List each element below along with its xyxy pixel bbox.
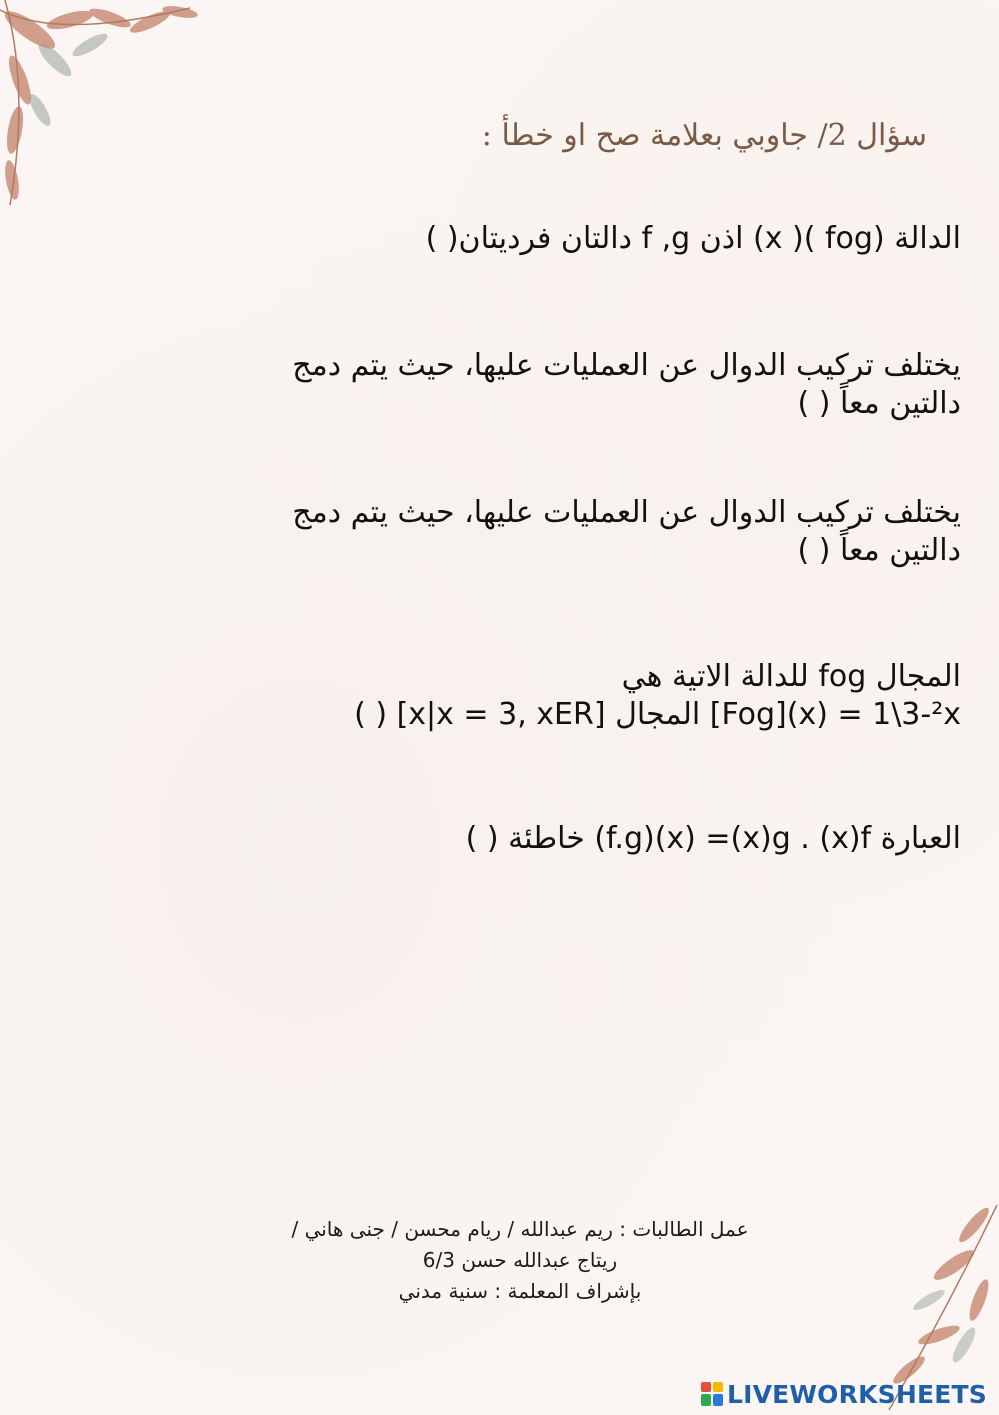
statement-4-domain-set: [x|x = 3, xER] [396, 697, 606, 732]
credits-teacher: بإشراف المعلمة : سنية مدني [398, 1279, 642, 1303]
statement-1-prefix: الدالة [894, 221, 961, 256]
question-heading: سؤال 2/ جاوبي بعلامة صح او خطأ : [481, 118, 927, 153]
statement-5-expression: (f.g)(x) =(x)g . (x)f [594, 821, 872, 856]
statement-3 [101, 494, 961, 570]
statement-4-line-1: المجال fog للدالة الاتية هي [621, 659, 961, 694]
statement-1-then: اذن [699, 221, 744, 256]
statement-5-word: العبارة [880, 821, 961, 856]
statement-4-blank: ( ) [354, 697, 388, 732]
floral-decoration-top-left [0, 0, 200, 210]
statement-1-functions: f ,g [641, 221, 691, 256]
statement-4 [101, 658, 961, 734]
statement-4-line-2 [101, 696, 961, 734]
statement-1 [101, 220, 961, 258]
credits-students: عمل الطالبات : ريم عبدالله / ريام محسن / جنى هاني / [291, 1217, 749, 1241]
statement-1-claim: دالتان فرديتان( ) [425, 221, 632, 256]
statement-2-line-2: دالتين معاً ( ) [797, 386, 961, 421]
statement-3-line-1: يختلف تركيب الدوال عن العمليات عليها، حيث يتم دمج [292, 495, 961, 530]
statement-4-domain-word: المجال [615, 697, 701, 732]
statement-3-line-2: دالتين معاً ( ) [797, 533, 961, 568]
statement-2 [101, 347, 961, 423]
credits-class: ريتاج عبدالله حسن 6/3 [422, 1248, 618, 1272]
liveworksheets-logo-icon [701, 1382, 723, 1406]
statement-5-tail: خاطئة ( ) [465, 821, 585, 856]
liveworksheets-wordmark: LIVEWORKSHEETS [726, 1379, 987, 1409]
statement-1-composition: (x )( fog) [753, 221, 885, 256]
credits [240, 1214, 800, 1307]
statement-2-line-1: يختلف تركيب الدوال عن العمليات عليها، حيث يتم دمج [292, 348, 961, 383]
liveworksheets-brand[interactable] [701, 1379, 987, 1409]
statement-4-formula: [Fog](x) = 1\3-²x [709, 697, 961, 732]
statement-5 [101, 820, 961, 858]
